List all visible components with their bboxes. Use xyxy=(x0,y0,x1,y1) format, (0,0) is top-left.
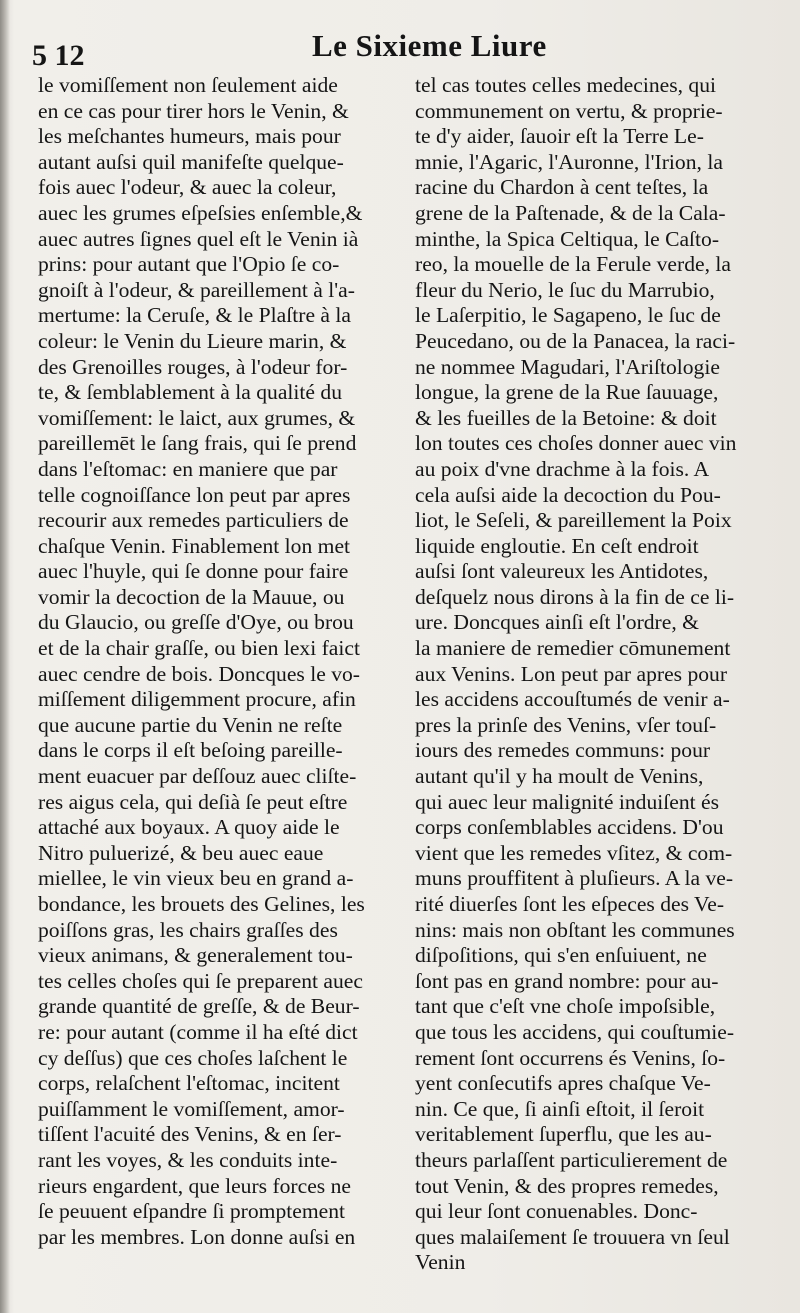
text-line: au poix d'vne drachme à la fois. A xyxy=(415,456,710,481)
text-line: & les fueilles de la Betoine: & doit xyxy=(415,405,717,430)
text-line: autant auſsi quil manifeſte quelque- xyxy=(38,149,344,174)
text-line: les meſchantes humeurs, mais pour xyxy=(38,124,341,149)
text-line: Venin xyxy=(415,1250,466,1275)
text-line: longue, la grene de la Rue ſauuage, xyxy=(415,380,719,405)
text-line: le Laſerpitio, le Sagapeno, le ſuc de xyxy=(415,303,721,328)
text-line: ques malaiſement ſe trouuera vn ſeul xyxy=(415,1224,730,1249)
text-line: prins: pour autant que l'Opio ſe co- xyxy=(38,252,340,277)
text-line: nins: mais non obſtant les communes xyxy=(415,917,735,942)
text-column-right xyxy=(415,73,790,1276)
text-line: ſont pas en grand nombre: pour au- xyxy=(415,968,719,993)
text-line: et de la chair graſſe, ou bien lexi faict xyxy=(38,636,360,661)
text-line: re: pour autant (comme il ha eſté dict xyxy=(38,1019,358,1044)
text-line: yent conſecutifs apres chaſque Ve- xyxy=(415,1071,711,1096)
text-line: rieurs engardent, que leurs forces ne xyxy=(38,1173,351,1198)
text-line: pres la prinſe des Venins, vſer touſ- xyxy=(415,712,717,737)
text-line: que tous les accidens, qui couſtumie- xyxy=(415,1019,735,1044)
text-line: auſsi ſont valeureux les Antidotes, xyxy=(415,559,709,584)
text-line: poiſſons gras, les chairs graſſes des xyxy=(38,917,338,942)
text-line: la maniere de remedier cōmunement xyxy=(415,636,731,661)
text-line: rant les voyes, & les conduits inte- xyxy=(38,1147,338,1172)
text-line: vomiſſement: le laict, aux grumes, & xyxy=(38,405,356,430)
text-line: aux Venins. Lon peut par apres pour xyxy=(415,661,728,686)
text-line: du Glaucio, ou greſſe d'Oye, ou brou xyxy=(38,610,354,635)
text-line: vomir la decoction de la Mauue, ou xyxy=(38,584,345,609)
text-line: iours des remedes communs: pour xyxy=(415,738,711,763)
text-line: tout Venin, & des propres remedes, xyxy=(415,1173,719,1198)
text-line: qui auec leur malignité induiſent és xyxy=(415,789,720,814)
text-line: coleur: le Venin du Lieure marin, & xyxy=(38,328,347,353)
text-line: en ce cas pour tirer hors le Venin, & xyxy=(38,98,349,123)
text-line: mertume: la Ceruſe, & le Plaſtre à la xyxy=(38,303,351,328)
text-line: muns prouffitent à pluſieurs. A la ve- xyxy=(415,866,734,891)
binding-shadow xyxy=(0,0,10,1313)
page-number: 5 12 xyxy=(32,39,85,72)
text-line: Nitro puluerizé, & beu auec eaue xyxy=(38,840,324,865)
text-line: corps, relaſchent l'eſtomac, incitent xyxy=(38,1071,340,1096)
text-line: ure. Doncques ainſi eſt l'ordre, & xyxy=(415,610,699,635)
text-line: auec autres ſignes quel eſt le Venin ià xyxy=(38,226,359,251)
text-column-left xyxy=(38,73,408,1250)
text-line: miſſement diligemment procure, afin xyxy=(38,687,356,712)
text-line: liquide engloutie. En ceſt endroit xyxy=(415,533,699,558)
text-line: chaſque Venin. Finablement lon met xyxy=(38,533,351,558)
text-line: telle cognoiſſance lon peut par apres xyxy=(38,482,351,507)
text-line: grene de la Paſtenade, & de la Cala- xyxy=(415,200,726,225)
text-line: fois auec l'odeur, & auec la coleur, xyxy=(38,175,337,200)
text-line: veritablement ſuperflu, que les au- xyxy=(415,1122,712,1147)
text-line: dans le corps il eſt beſoing pareille- xyxy=(38,738,343,763)
text-line: dans l'eſtomac: en maniere que par xyxy=(38,456,338,481)
text-line: ne nommee Magudari, l'Ariſtologie xyxy=(415,354,720,379)
text-line: Peucedano, ou de la Panacea, la raci- xyxy=(415,328,736,353)
text-line: autant qu'il y ha moult de Venins, xyxy=(415,764,704,789)
text-line: que aucune partie du Venin ne reſte xyxy=(38,712,343,737)
text-line: cy deſſus) que ces choſes laſchent le xyxy=(38,1045,348,1070)
text-line: deſquelz nous dirons à la fin de ce li- xyxy=(415,584,735,609)
text-line: qui leur ſont conuenables. Donc- xyxy=(415,1199,698,1224)
text-line: tel cas toutes celles medecines, qui xyxy=(415,73,717,97)
text-line: liot, le Seſeli, & pareillement la Poix xyxy=(415,508,732,533)
text-line: lon toutes ces choſes donner auec vin xyxy=(415,431,737,456)
text-line: te d'y aider, ſauoir eſt la Terre Le- xyxy=(415,124,704,149)
text-line: ment euacuer par deſſouz auec cliſte- xyxy=(38,764,357,789)
text-line: corps conſemblables accidens. D'ou xyxy=(415,815,724,840)
text-line: mnie, l'Agaric, l'Auronne, l'Irion, la xyxy=(415,149,723,174)
text-line: te, & ſemblablement à la qualité du xyxy=(38,380,343,405)
text-line: bondance, les brouets des Gelines, les xyxy=(38,892,365,916)
text-line: tes celles choſes qui ſe preparent auec xyxy=(38,968,363,993)
text-line: pareillemēt le ſang frais, qui ſe prend xyxy=(38,431,357,456)
text-line: nin. Ce que, ſi ainſi eſtoit, il ſeroit xyxy=(415,1096,705,1121)
text-line: recourir aux remedes particuliers de xyxy=(38,508,349,533)
text-line: rité diuerſes ſont les eſpeces des Ve- xyxy=(415,892,725,916)
text-line: auec les grumes eſpeſsies enſemble,& xyxy=(38,200,363,225)
text-line: minthe, la Spica Celtiqua, le Caſto- xyxy=(415,226,720,251)
text-line: theurs parlaſſent particulierement de xyxy=(415,1147,728,1172)
text-line: communement on vertu, & proprie- xyxy=(415,98,723,123)
text-line: racine du Chardon à cent teſtes, la xyxy=(415,175,709,200)
running-head: Le Sixieme Liure xyxy=(312,28,547,63)
text-line: par les membres. Lon donne auſsi en xyxy=(38,1224,356,1249)
text-line: les accidens accouſtumés de venir a- xyxy=(415,687,730,712)
text-line: ſe peuuent eſpandre ſi promptement xyxy=(38,1199,346,1224)
text-line: tant que c'eſt vne choſe impoſsible, xyxy=(415,994,716,1019)
text-line: vieux animans, & generalement tou- xyxy=(38,943,353,968)
text-line: auec cendre de bois. Doncques le vo- xyxy=(38,661,360,686)
text-line: tiſſent l'acuité des Venins, & en ſer- xyxy=(38,1122,342,1147)
text-line: reo, la mouelle de la Ferule verde, la xyxy=(415,252,731,277)
text-line: fleur du Nerio, le ſuc du Marrubio, xyxy=(415,277,715,302)
text-line: cela auſsi aide la decoction du Pou- xyxy=(415,482,721,507)
text-line: des Grenoilles rouges, à l'odeur for- xyxy=(38,354,348,379)
text-line: attaché aux boyaux. A quoy aide le xyxy=(38,815,340,840)
text-line: rement ſont occurrens és Venins, ſo- xyxy=(415,1045,726,1070)
text-line: vient que les remedes vſitez, & com- xyxy=(415,840,733,865)
text-line: diſpoſitions, qui s'en enſuiuent, ne xyxy=(415,943,707,968)
text-line: grande quantité de greſſe, & de Beur- xyxy=(38,994,360,1019)
text-line: miellee, le vin vieux beu en grand a- xyxy=(38,866,354,891)
text-line: puiſſamment le vomiſſement, amor- xyxy=(38,1096,345,1121)
text-line: le vomiſſement non ſeulement aide xyxy=(38,73,338,97)
text-line: auec l'huyle, qui ſe donne pour faire xyxy=(38,559,349,584)
text-line: res aigus cela, qui deſià ſe peut eſtre xyxy=(38,789,348,814)
text-line: gnoiſt à l'odeur, & pareillement à l'a- xyxy=(38,277,355,302)
